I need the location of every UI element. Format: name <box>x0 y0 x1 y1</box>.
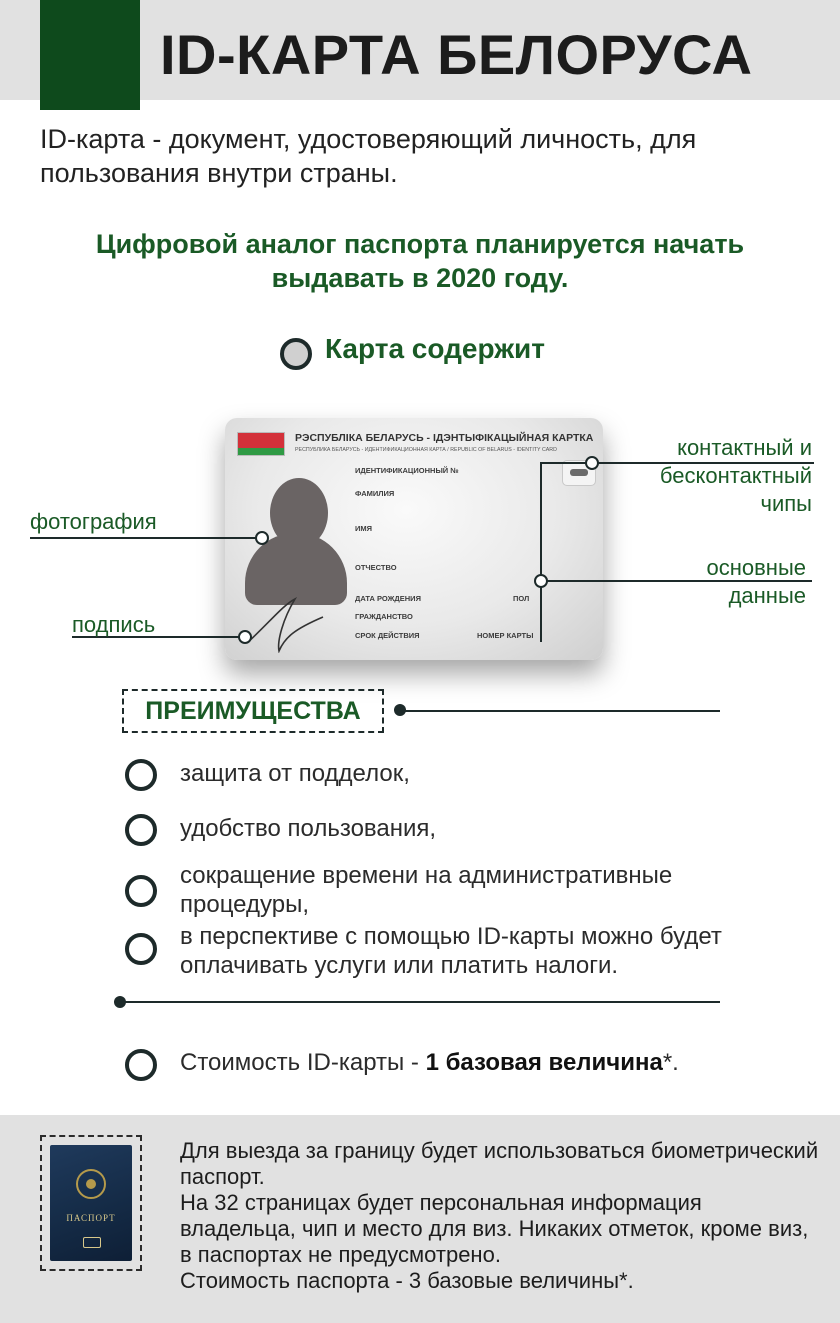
passport-image-frame <box>40 1135 142 1271</box>
card-header-line1: РЭСПУБЛІКА БЕЛАРУСЬ - ІДЭНТЫФІКАЦЫЙНАЯ КАРТКА <box>295 432 594 444</box>
advantages-rule <box>400 710 720 712</box>
card-contains-label: Карта содержит <box>325 333 545 364</box>
signature-connector-dot <box>238 630 252 644</box>
passport-info-line: На 32 страницах будет персональная информация владельца, чип и место для виз. Никаких отметок, кроме виз, в паспортах не предусмотрено. <box>180 1190 809 1267</box>
callout-data-line2: данные <box>728 583 806 608</box>
passport-info-line: Стоимость паспорта - 3 базовые величины*. <box>180 1268 634 1293</box>
advantage-item: защита от подделок, <box>180 760 410 787</box>
header-accent-block <box>40 0 140 110</box>
card-header-line2: РЕСПУБЛИКА БЕЛАРУСЬ - ИДЕНТИФИКАЦИОННАЯ КАРТА / REPUBLIC OF BELARUS - IDENTITY CARD <box>295 447 557 453</box>
intro-text: ID-карта - документ, удостоверяющий личность, для пользования внутри страны. <box>40 124 697 188</box>
callout-data-line1: основные <box>706 555 806 580</box>
advantage-item: в перспективе с помощью ID-карты можно будет оплачивать услуги или платить налоги. <box>180 923 722 979</box>
callout-photo: фотография <box>30 509 157 534</box>
cost-value: 1 базовая величина <box>425 1049 663 1076</box>
advantage-item: удобство пользования, <box>180 815 437 842</box>
callout-chips-line1: контактный и <box>677 435 812 460</box>
id-card-cost <box>180 1049 679 1077</box>
callout-main-data <box>660 554 806 610</box>
chip-connector-dot <box>585 456 599 470</box>
card-field-sex: ПОЛ <box>513 594 530 603</box>
callout-chips <box>600 434 812 518</box>
photo-silhouette-head <box>270 478 328 548</box>
circle-bullet-icon <box>280 338 312 370</box>
data-connector-dot <box>534 574 548 588</box>
callout-chips-line3: чипы <box>760 491 812 516</box>
passport-info-line: Для выезда за границу будет использоваться биометрический паспорт. <box>180 1138 819 1189</box>
passport-icon <box>50 1145 132 1261</box>
advantages-title: ПРЕИМУЩЕСТВА <box>145 697 361 725</box>
card-field-patronymic: ОТЧЕСТВО <box>355 563 397 572</box>
card-field-birth-date: ДАТА РОЖДЕНИЯ <box>355 594 421 603</box>
circle-bullet-icon <box>125 759 157 791</box>
callout-signature: подпись <box>72 612 156 637</box>
card-field-surname: ФАМИЛИЯ <box>355 489 395 498</box>
cost-suffix: *. <box>662 1049 679 1076</box>
lead-text: Цифровой аналог паспорта планируется начать выдавать в 2020 году. <box>95 229 745 293</box>
passport-cover-label: ПАСПОРТ <box>66 1213 116 1223</box>
advantages-heading-box <box>122 689 384 733</box>
page-title: ID-КАРТА БЕЛОРУСА <box>160 23 753 86</box>
signature-scribble <box>239 593 339 653</box>
emblem-icon <box>76 1169 106 1199</box>
circle-bullet-icon <box>125 875 157 907</box>
belarus-flag-icon <box>237 432 285 456</box>
circle-bullet-icon <box>125 814 157 846</box>
photo-connector-dot <box>255 531 269 545</box>
card-field-validity: СРОК ДЕЙСТВИЯ <box>355 631 420 640</box>
id-card-illustration <box>225 418 603 660</box>
cost-divider-dot <box>114 996 126 1008</box>
cost-prefix: Стоимость ID-карты - <box>180 1049 426 1076</box>
circle-bullet-icon <box>125 1049 157 1081</box>
chip-icon <box>83 1237 101 1248</box>
card-field-citizenship: ГРАЖДАНСТВО <box>355 612 413 621</box>
passport-info-text <box>180 1138 820 1294</box>
passport-info-band <box>0 1115 840 1323</box>
card-field-card-number: НОМЕР КАРТЫ <box>477 631 534 640</box>
card-field-id-number: ИДЕНТИФИКАЦИОННЫЙ № <box>355 466 459 475</box>
advantage-item: сокращение времени на административные процедуры, <box>180 862 673 918</box>
photo-connector-line <box>30 537 262 539</box>
advantages-rule-dot <box>394 704 406 716</box>
circle-bullet-icon <box>125 933 157 965</box>
callout-chips-line2: бесконтактный <box>659 463 812 488</box>
cost-divider <box>120 1001 720 1003</box>
card-vertical-connector <box>540 462 542 642</box>
card-field-name: ИМЯ <box>355 524 373 533</box>
